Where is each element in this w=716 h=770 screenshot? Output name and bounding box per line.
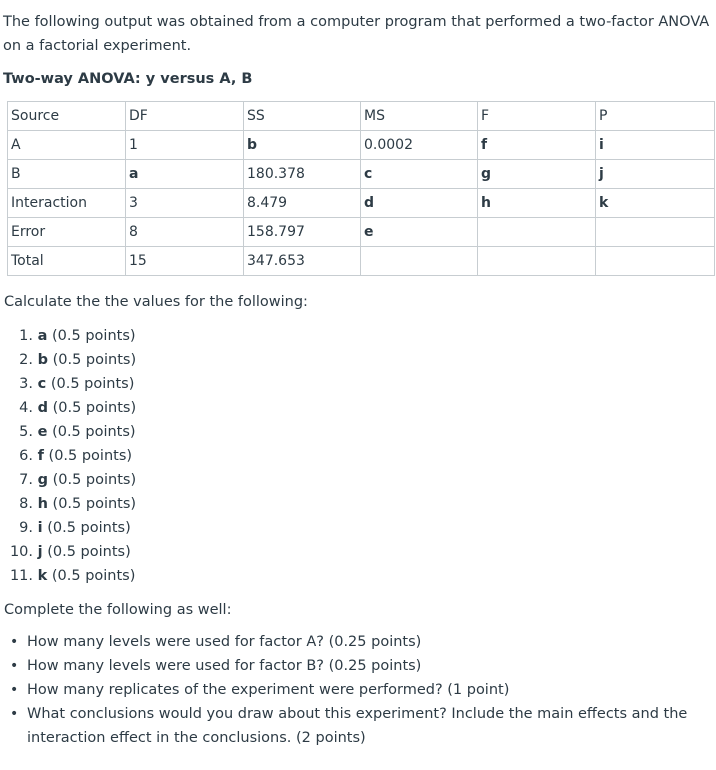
table-cell: A xyxy=(8,131,126,160)
table-cell: 8 xyxy=(126,218,244,247)
item-letter: k xyxy=(37,568,48,584)
anova-table xyxy=(7,101,715,276)
table-cell xyxy=(361,247,478,276)
item-number: 1. xyxy=(19,328,33,344)
table-cell: j xyxy=(596,160,715,189)
item-points: (0.5 points) xyxy=(52,424,136,440)
item-points: (0.5 points) xyxy=(51,568,136,584)
table-row xyxy=(8,131,715,160)
table-cell: 0.0002 xyxy=(361,131,478,160)
item-number: 7. xyxy=(19,472,33,488)
table-cell: Total xyxy=(8,247,126,276)
table-cell: 3 xyxy=(126,189,244,218)
list-item xyxy=(3,372,712,396)
item-number: 4. xyxy=(19,400,33,416)
table-cell: Error xyxy=(8,218,126,247)
table-header-cell: Source xyxy=(8,102,126,131)
item-points: (0.5 points) xyxy=(52,352,137,368)
table-cell xyxy=(478,218,596,247)
item-number: 5. xyxy=(19,424,33,440)
item-number: 3. xyxy=(19,376,33,392)
table-cell: 8.479 xyxy=(244,189,361,218)
table-cell: 15 xyxy=(126,247,244,276)
list-item xyxy=(3,564,712,588)
table-header-cell: DF xyxy=(126,102,244,131)
list-item xyxy=(3,468,712,492)
bullet-icon: • xyxy=(10,658,19,674)
table-header-row xyxy=(8,102,715,131)
question-text: What conclusions would you draw about this experiment? Include the main effects and the interaction effect in the conclusions. (2 points) xyxy=(27,706,688,746)
item-points: (0.5 points) xyxy=(52,328,136,344)
table-cell: c xyxy=(361,160,478,189)
item-number: 11. xyxy=(9,568,33,584)
item-letter: h xyxy=(37,496,48,512)
item-points: (0.5 points) xyxy=(50,376,135,392)
item-points: (0.5 points) xyxy=(52,400,137,416)
item-points: (0.5 points) xyxy=(52,496,137,512)
table-cell: a xyxy=(126,160,244,189)
table-cell: f xyxy=(478,131,596,160)
item-number: 10. xyxy=(9,544,33,560)
table-header-cell: MS xyxy=(361,102,478,131)
table-header-cell: P xyxy=(596,102,715,131)
table-cell: 158.797 xyxy=(244,218,361,247)
list-item xyxy=(3,516,712,540)
table-row xyxy=(8,189,715,218)
bullet-icon: • xyxy=(10,706,19,722)
complete-prompt: Complete the following as well: xyxy=(4,602,232,618)
item-letter: j xyxy=(37,544,43,560)
anova-heading: Two-way ANOVA: y versus A, B xyxy=(3,71,253,87)
item-points: (0.5 points) xyxy=(48,448,133,464)
item-letter: f xyxy=(37,448,44,464)
table-cell: B xyxy=(8,160,126,189)
question-text: How many levels were used for factor B? (0.25 points) xyxy=(27,658,422,674)
table-header-cell: SS xyxy=(244,102,361,131)
item-letter: e xyxy=(37,424,48,440)
table-cell: e xyxy=(361,218,478,247)
item-number: 9. xyxy=(19,520,33,536)
list-item xyxy=(3,420,712,444)
table-cell: k xyxy=(596,189,715,218)
item-letter: d xyxy=(37,400,48,416)
list-item xyxy=(3,348,712,372)
question-text: How many levels were used for factor A? (0.25 points) xyxy=(27,634,422,650)
item-letter: b xyxy=(37,352,48,368)
list-item xyxy=(3,540,712,564)
item-number: 2. xyxy=(19,352,33,368)
parts-list xyxy=(3,324,712,588)
table-cell: g xyxy=(478,160,596,189)
table-cell: i xyxy=(596,131,715,160)
table-cell: 1 xyxy=(126,131,244,160)
questions-list xyxy=(3,630,712,750)
item-points: (0.5 points) xyxy=(47,520,131,536)
table-cell xyxy=(478,247,596,276)
item-number: 6. xyxy=(19,448,33,464)
table-cell: 347.653 xyxy=(244,247,361,276)
item-points: (0.5 points) xyxy=(47,544,131,560)
list-item xyxy=(3,492,712,516)
list-item xyxy=(3,444,712,468)
item-letter: i xyxy=(37,520,43,536)
table-row xyxy=(8,218,715,247)
item-points: (0.5 points) xyxy=(52,472,137,488)
table-cell: Interaction xyxy=(8,189,126,218)
table-row xyxy=(8,247,715,276)
table-cell: d xyxy=(361,189,478,218)
question-item xyxy=(10,630,712,654)
question-item xyxy=(10,702,712,750)
bullet-icon: • xyxy=(10,634,19,650)
table-row xyxy=(8,160,715,189)
table-header-cell: F xyxy=(478,102,596,131)
table-cell: h xyxy=(478,189,596,218)
question-text: How many replicates of the experiment were performed? (1 point) xyxy=(27,682,510,698)
bullet-icon: • xyxy=(10,682,19,698)
item-letter: a xyxy=(37,328,48,344)
table-cell: b xyxy=(244,131,361,160)
question-item xyxy=(10,654,712,678)
calculate-prompt: Calculate the the values for the following: xyxy=(4,294,308,310)
list-item xyxy=(3,396,712,420)
table-cell: 180.378 xyxy=(244,160,361,189)
item-letter: c xyxy=(37,376,47,392)
table-cell xyxy=(596,247,715,276)
item-number: 8. xyxy=(19,496,33,512)
intro-text: The following output was obtained from a computer program that performed a two-factor ANOVA on a factorial experiment. xyxy=(3,14,710,54)
list-item xyxy=(3,324,712,348)
question-item xyxy=(10,678,712,702)
table-cell xyxy=(596,218,715,247)
item-letter: g xyxy=(37,472,48,488)
